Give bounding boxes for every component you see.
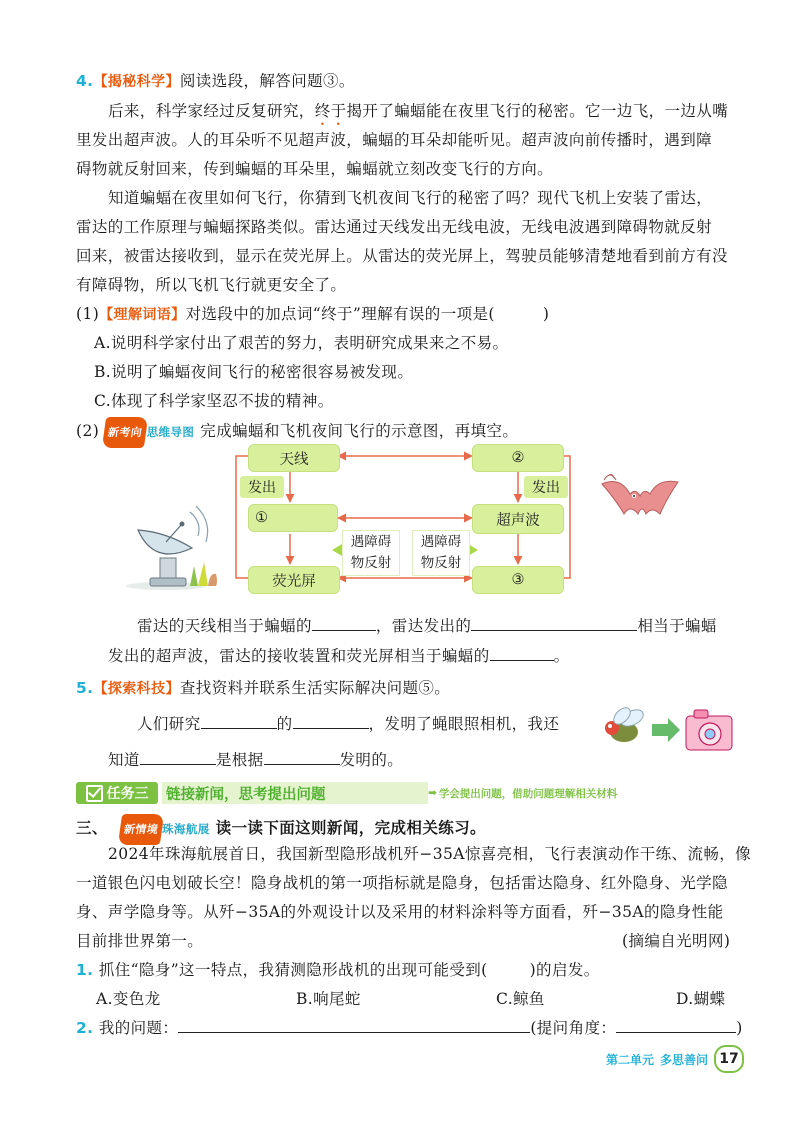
q4-tag: 【揭秘科学】 — [93, 74, 180, 90]
q4-instruction: 阅读选段，解答问题③。 — [179, 72, 355, 90]
box-blank-1[interactable]: ① — [248, 504, 338, 532]
radar-dish-illustration — [120, 502, 230, 590]
task3-subtitle: ➡ 学会提出问题，借助问题理解相关材料 — [428, 787, 618, 800]
label-emit-left: 发出 — [240, 476, 284, 498]
s3-q1-option-c[interactable]: C.鲸鱼 — [496, 990, 545, 1008]
question-angle-input[interactable] — [616, 1016, 736, 1033]
unit-label: 第二单元 — [606, 1052, 655, 1067]
checkbox-icon — [86, 785, 103, 802]
box-blank-3[interactable]: ③ — [472, 566, 564, 594]
q5-header: 5.【探索科技】查找资料并联系生活实际解决问题⑤。 — [76, 679, 451, 697]
blank-bat-organ[interactable] — [312, 614, 376, 631]
news-line: 一道银色闪电划破长空！隐身战机的第一项指标就是隐身，包括雷达隐身、红外隐身、光学隐 — [76, 874, 728, 892]
s3-q1-option-d[interactable]: D.蝴蝶 — [676, 990, 726, 1008]
task3-badge: 任务三 — [76, 782, 158, 804]
new-direction-badge: 新考向 — [102, 417, 149, 448]
q4-number: 4. — [76, 72, 94, 90]
page-footer — [606, 1046, 744, 1072]
blank-radar-emit[interactable] — [471, 614, 637, 631]
box-antenna: 天线 — [248, 444, 340, 472]
passage-line: 有障碍物，所以飞机飞行就更安全了。 — [76, 276, 347, 294]
passage-line: 知道蝙蝠在夜里如何飞行，你猜到飞机夜间飞行的秘密了吗？现代飞机上安装了雷达， — [108, 189, 713, 207]
task3-title: 链接新闻，思考提出问题 — [162, 782, 428, 804]
blank-invention[interactable] — [140, 748, 216, 765]
section3-header: 三、 新情境 珠海航展 读一读下面这则新闻，完成相关练习。 — [76, 813, 486, 845]
box-blank-2[interactable]: ② — [472, 444, 564, 472]
box-ultrasound: 超声波 — [472, 504, 564, 534]
q4-fill-line1: 雷达的天线相当于蝙蝠的 ，雷达发出的 相当于蝙蝠 — [137, 612, 717, 641]
q4-sub2-header: (2) 新考向 思维导图 完成蝙蝠和飞机夜间飞行的示意图，再填空。 — [76, 417, 518, 448]
label-reflect-right: 遇障碍 物反射 — [412, 530, 470, 576]
option-a[interactable]: A.说明科学家付出了艰苦的努力，表明研究成果来之不易。 — [94, 334, 509, 352]
blank-bat-receiver[interactable] — [490, 644, 554, 661]
my-question-input[interactable] — [178, 1016, 530, 1033]
mindmap-badge: 思维导图 — [146, 425, 195, 439]
s3-q1-option-a[interactable]: A.变色龙 — [96, 990, 161, 1008]
unit-title: 多思善问 — [660, 1052, 709, 1067]
label-emit-right: 发出 — [524, 476, 568, 498]
q4-sub1-question: (1)【理解词语】对选段中的加点词“终于”理解有误的一项是( ) — [76, 305, 550, 323]
news-line: 2024年珠海航展首日，我国新型隐形战机歼−35A惊喜亮相，飞行表演动作干练、流畅，像 — [108, 845, 752, 863]
task3-bar — [76, 782, 748, 804]
frame-left — [236, 456, 248, 578]
s3-q1: 1. 抓住“隐身”这一特点，我猜测隐形战机的出现可能受到( )的启发。 — [76, 961, 600, 979]
passage-line: 后来，科学家经过反复研究，终于揭开了蝙蝠能在夜里飞行的秘密。它一边飞，一边从嘴 — [108, 102, 729, 120]
airshow-badge: 珠海航展 — [162, 822, 210, 836]
option-c[interactable]: C.体现了科学家坚忍不拔的精神。 — [94, 392, 334, 410]
news-line: 身、声学隐身等。从歼−35A的外观设计以及采用的材料涂料等方面看，歼−35A的隐身性能 — [76, 903, 724, 921]
new-context-badge: 新情境 — [118, 814, 165, 845]
green-arrow-left — [332, 544, 342, 556]
blank-studied-feature[interactable] — [293, 712, 369, 729]
passage-line: 回来，被雷达接收到，显示在荧光屏上。从雷达的荧光屏上，驾驶员能够清楚地看到前方有没 — [76, 247, 728, 265]
blank-studied-animal[interactable] — [201, 712, 277, 729]
q5-line2: 知道 是根据 发明的。 — [108, 746, 403, 775]
right-arrow-icon: ➡ — [428, 787, 437, 799]
blank-inspiration[interactable] — [264, 748, 340, 765]
q5-line1: 人们研究 的 ，发明了蝇眼照相机，我还 — [137, 710, 559, 739]
passage-line: 碍物就反射回来，传到蝙蝠的耳朵里，蝙蝠就立刻改变飞行的方向。 — [76, 160, 554, 178]
s3-q2: 2. 我的问题： (提问角度： ) — [76, 1014, 743, 1043]
emphasized-word: 终于 — [314, 102, 347, 120]
box-screen: 荧光屏 — [248, 566, 340, 594]
option-b[interactable]: B.说明了蝙蝠夜间飞行的秘密很容易被发现。 — [94, 363, 414, 381]
passage-line: 雷达的工作原理与蝙蝠探路类似。雷达通过天线发出无线电波，无线电波遇到障碍物就反射 — [76, 218, 713, 236]
page-number: 17 — [714, 1045, 744, 1073]
passage-line: 里发出超声波。人的耳朵听不见超声波，蝙蝠的耳朵却能听见。超声波向前传播时，遇到障 — [76, 131, 713, 149]
bat-illustration — [600, 470, 680, 530]
q4-fill-line2: 发出的超声波，雷达的接收装置和荧光屏相当于蝙蝠的 。 — [108, 642, 570, 671]
fly-camera-illustration — [598, 702, 738, 758]
news-line: 目前排世界第一。 — [76, 932, 204, 950]
news-source: (摘编自光明网) — [622, 932, 731, 950]
s3-q1-option-b[interactable]: B.响尾蛇 — [296, 990, 361, 1008]
q4-header — [76, 67, 355, 97]
label-reflect-left: 遇障碍 物反射 — [342, 530, 400, 576]
flight-diagram — [120, 440, 680, 590]
